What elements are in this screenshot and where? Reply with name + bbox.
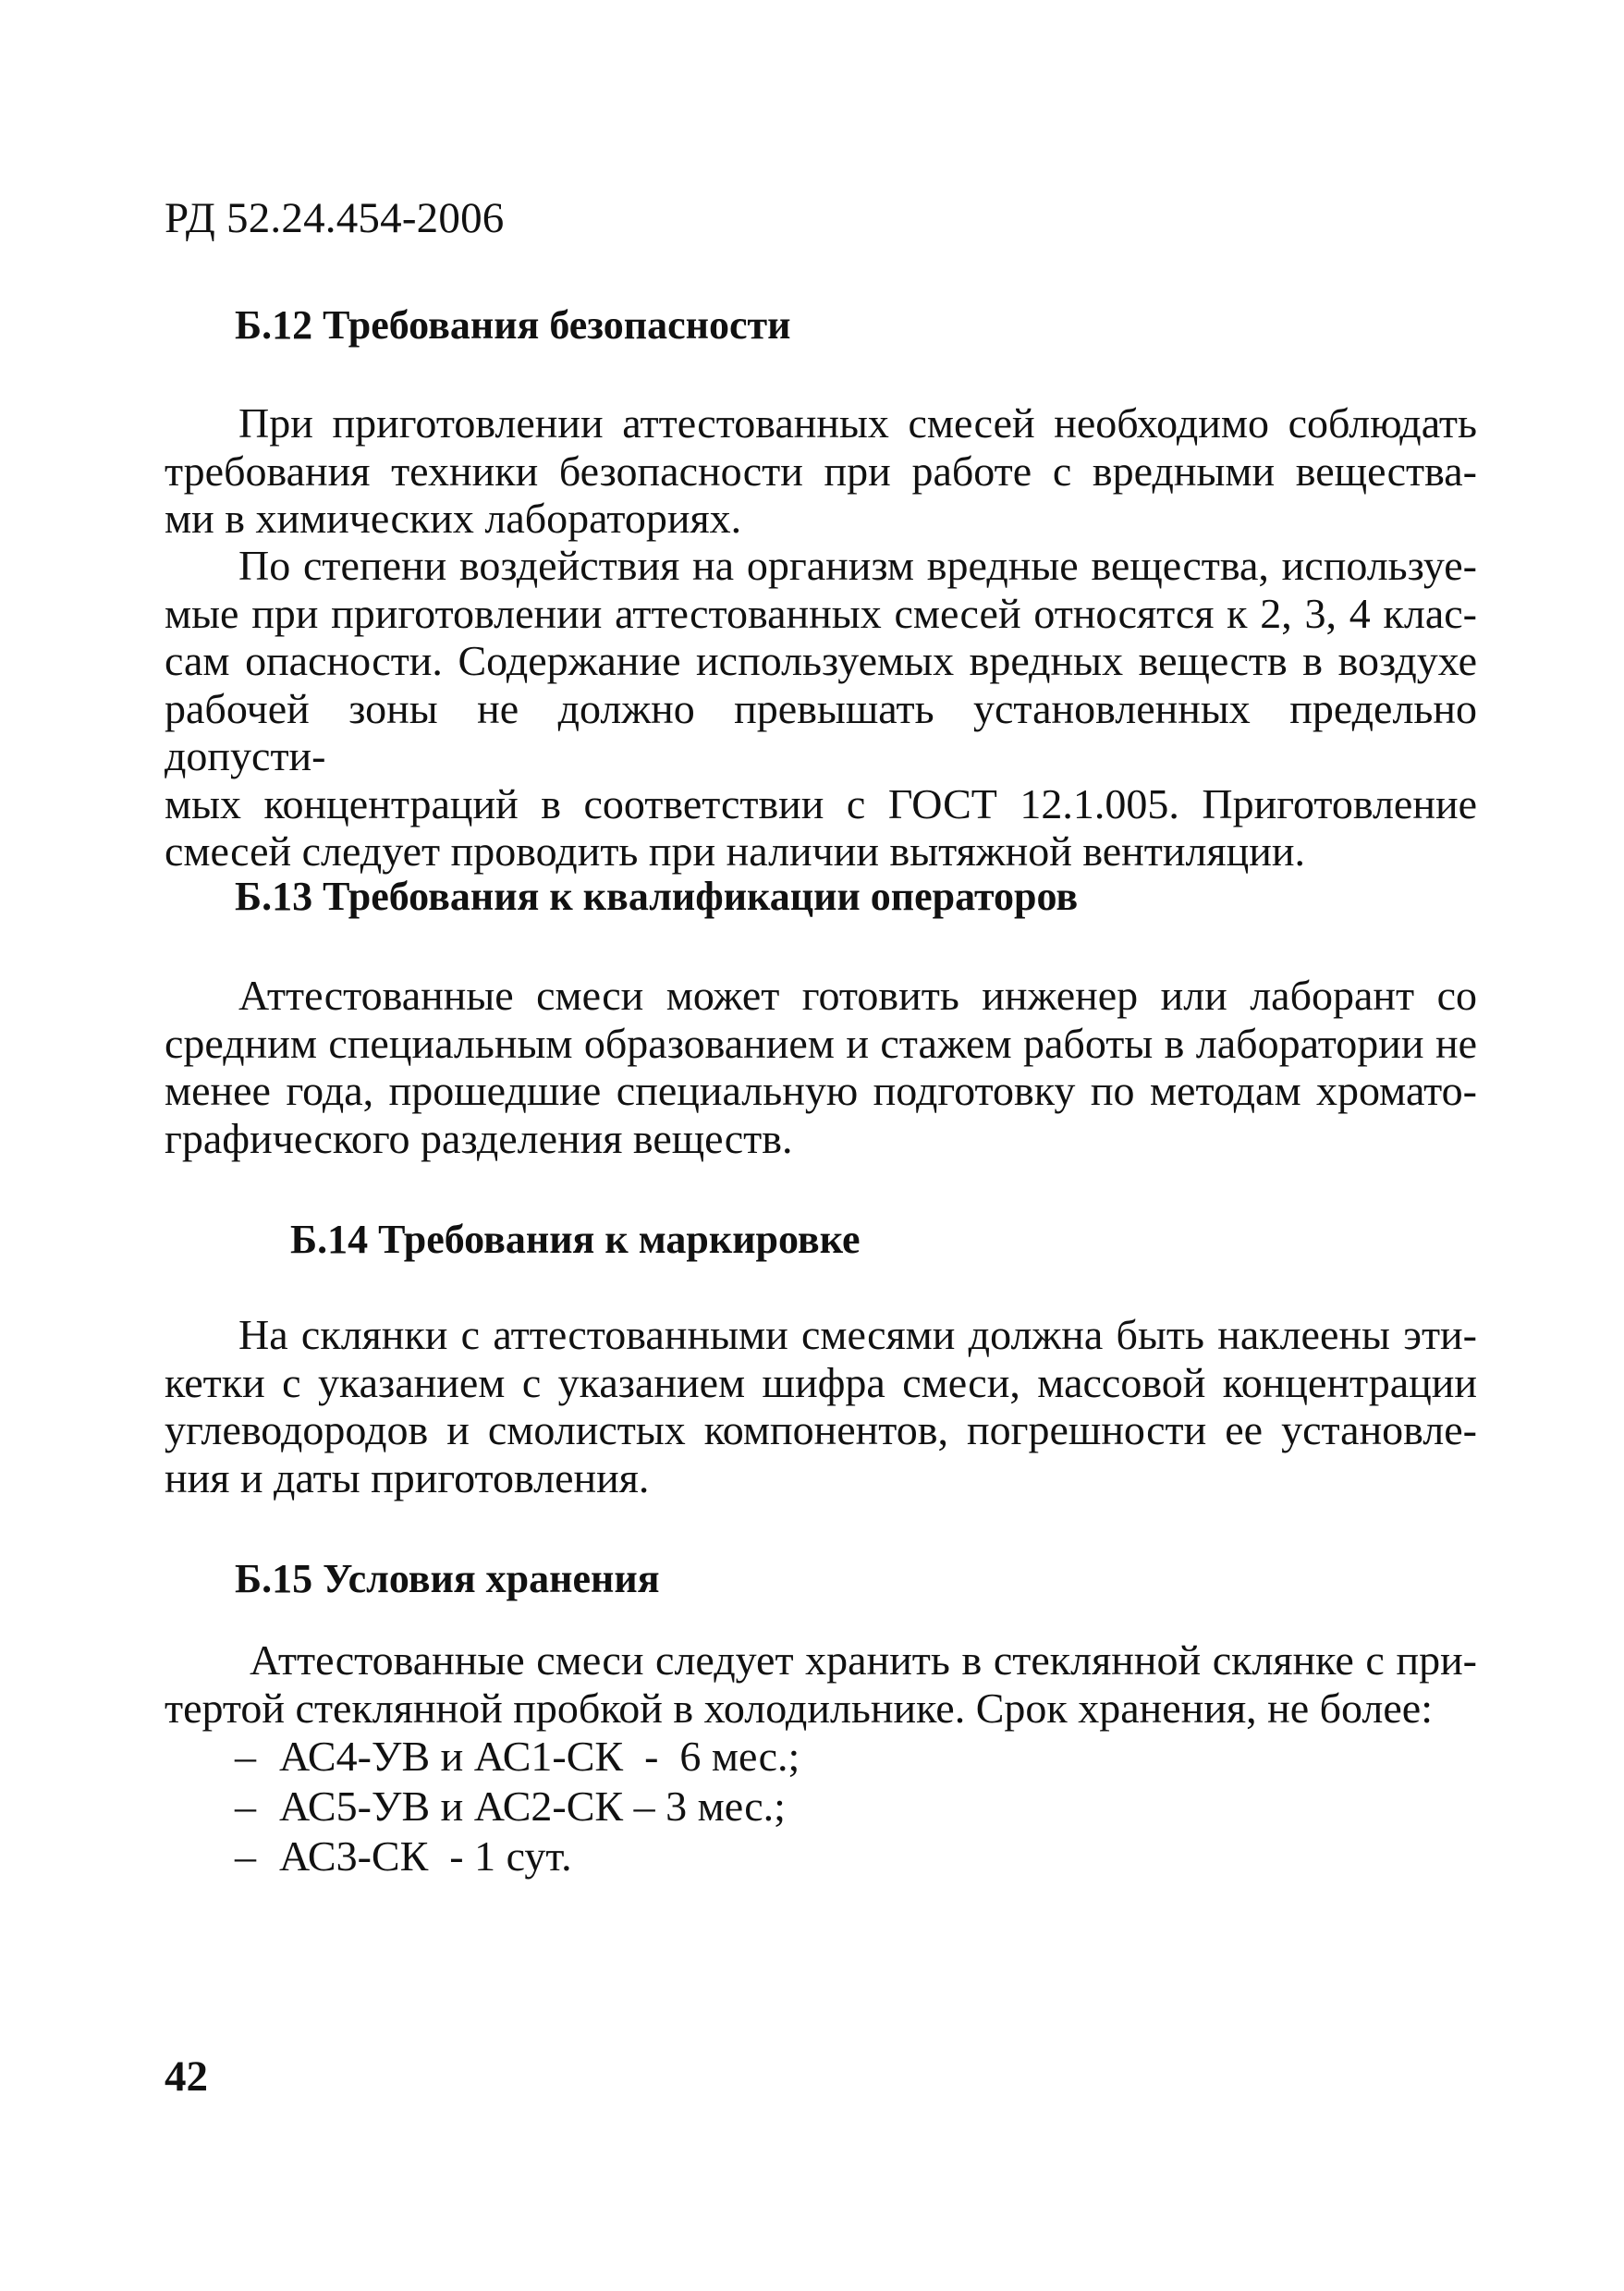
list-item	[235, 1782, 800, 1832]
page-number: 42	[165, 2052, 208, 2101]
text-line: смесей следует проводить при наличии вытяжной вентиляции.	[165, 827, 1305, 875]
section-heading-b13: Б.13 Требования к квалификации операторов	[235, 874, 1079, 919]
text-line: ми в химических лабораториях.	[165, 495, 742, 542]
text-line: При приготовлении аттестованных смесей необходимо соблюдать	[238, 399, 1477, 447]
text-line: рабочей зоны не должно превышать установленных предельно допусти-	[165, 684, 1477, 779]
section-b12-paragraph-1	[165, 399, 1477, 543]
dash-marker: –	[235, 1733, 256, 1780]
text-line: сам опасности. Содержание используемых вредных веществ в воздухе	[165, 637, 1477, 684]
text-line: кетки с указанием с указанием шифра смеси, массовой концентрации	[165, 1358, 1477, 1406]
dash-marker: –	[235, 1832, 256, 1880]
list-item-text: АС5-УВ и АС2-СК – 3 мес.;	[279, 1783, 786, 1830]
list-item-text: АС3-СК - 1 сут.	[279, 1832, 572, 1880]
list-item-text: АС4-УВ и АС1-СК - 6 мес.;	[279, 1733, 800, 1780]
text-line: углеводородов и смолистых компонентов, погрешности ее установле-	[165, 1406, 1477, 1453]
section-heading-b15: Б.15 Условия хранения	[235, 1556, 660, 1601]
section-b14-paragraph-1	[165, 1311, 1477, 1501]
section-heading-b12: Б.12 Требования безопасности	[235, 302, 791, 348]
list-item	[235, 1832, 800, 1881]
dash-marker: –	[235, 1783, 256, 1830]
storage-terms-list	[235, 1732, 800, 1881]
text-line: Аттестованные смеси может готовить инженер или лаборант со	[238, 972, 1477, 1019]
section-b15-paragraph-1	[165, 1636, 1477, 1732]
text-line: тертой стеклянной пробкой в холодильнике. Срок хранения, не более:	[165, 1684, 1434, 1732]
document-code: РД 52.24.454-2006	[165, 194, 505, 242]
section-b13-paragraph-1	[165, 972, 1477, 1162]
text-line: графического разделения веществ.	[165, 1114, 793, 1162]
text-line: средним специальным образованием и стажем работы в лаборатории не	[165, 1019, 1477, 1067]
list-item	[235, 1732, 800, 1782]
text-line: мые при приготовлении аттестованных смесей относятся к 2, 3, 4 клас-	[165, 589, 1477, 637]
section-heading-b14: Б.14 Требования к маркировке	[290, 1217, 861, 1262]
section-b12-paragraph-2	[165, 542, 1477, 876]
text-line: По степени воздействия на организм вредные вещества, используе-	[238, 542, 1477, 589]
text-line: требования техники безопасности при работе с вредными вещества-	[165, 447, 1477, 495]
text-line: мых концентраций в соответствии с ГОСТ 12.1.005. Приготовление	[165, 779, 1477, 827]
text-line: Аттестованные смеси следует хранить в стеклянной склянке с при-	[250, 1636, 1477, 1684]
text-line: ния и даты приготовления.	[165, 1453, 650, 1501]
text-line: менее года, прошедшие специальную подготовку по методам хромато-	[165, 1067, 1477, 1114]
text-line: На склянки с аттестованными смесями должна быть наклеены эти-	[238, 1311, 1477, 1358]
